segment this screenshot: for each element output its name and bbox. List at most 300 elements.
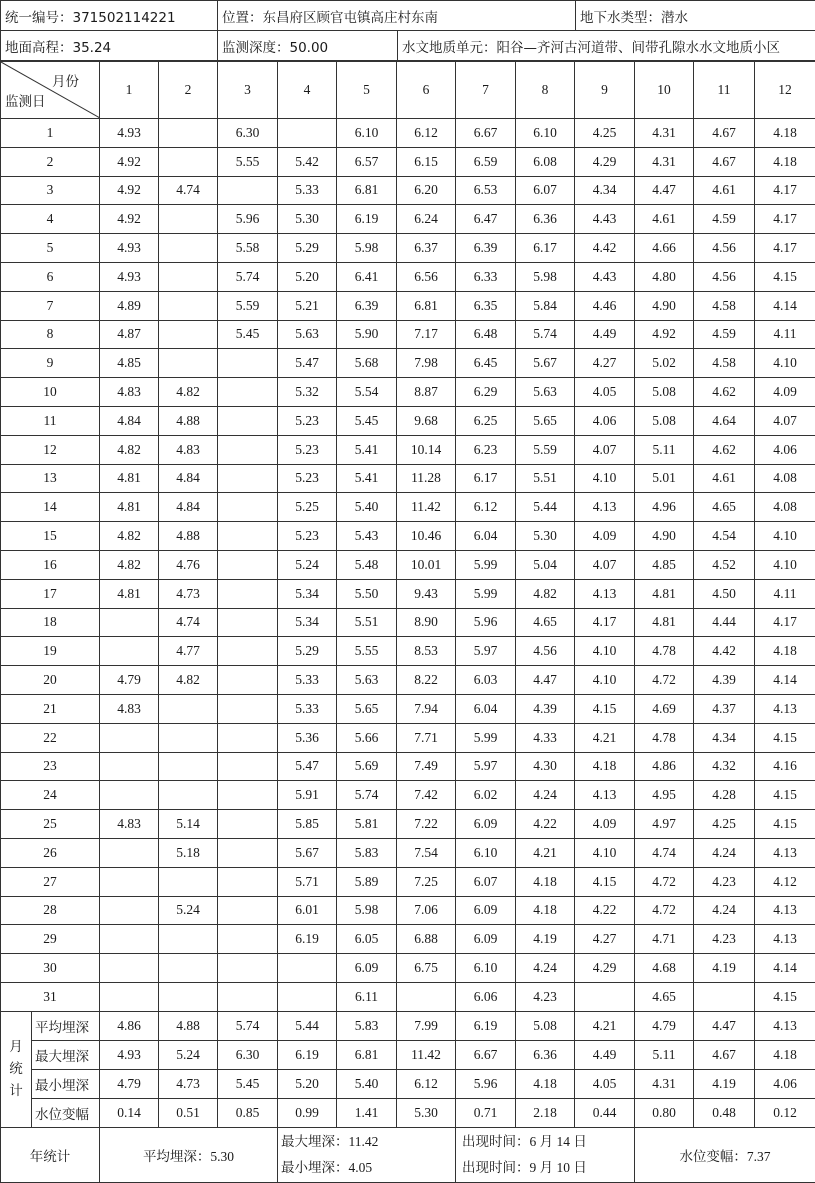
depth-value: 6.23	[456, 435, 516, 464]
depth-value: 5.68	[337, 349, 397, 378]
stat-value: 5.20	[278, 1069, 337, 1098]
depth-value: 6.10	[337, 119, 397, 148]
depth-value: 4.82	[159, 666, 218, 695]
depth-value	[278, 954, 337, 983]
depth-value: 4.21	[516, 838, 575, 867]
day-label: 31	[1, 982, 100, 1011]
depth-value: 10.14	[397, 435, 456, 464]
depth-value: 4.79	[100, 666, 159, 695]
depth-value: 6.11	[337, 982, 397, 1011]
depth-value: 4.25	[575, 119, 635, 148]
stat-value: 6.19	[278, 1040, 337, 1069]
depth-value: 5.74	[218, 262, 278, 291]
depth-value: 5.04	[516, 550, 575, 579]
depth-value: 5.54	[337, 378, 397, 407]
depth-value: 4.18	[516, 896, 575, 925]
depth-value: 6.39	[456, 234, 516, 263]
day-row	[1, 435, 815, 464]
depth-value: 4.92	[100, 147, 159, 176]
depth-value: 4.47	[635, 176, 694, 205]
day-label: 28	[1, 896, 100, 925]
day-label: 14	[1, 493, 100, 522]
depth-value: 8.22	[397, 666, 456, 695]
stat-value: 4.79	[100, 1069, 159, 1098]
depth-value: 5.23	[278, 464, 337, 493]
stat-value: 0.71	[456, 1098, 516, 1127]
day-row	[1, 262, 815, 291]
day-label: 11	[1, 406, 100, 435]
depth-value	[218, 896, 278, 925]
depth-value: 6.30	[218, 119, 278, 148]
depth-value: 4.56	[694, 262, 755, 291]
depth-value: 4.39	[516, 694, 575, 723]
depth-value	[278, 119, 337, 148]
depth-value: 6.03	[456, 666, 516, 695]
depth-value: 4.90	[635, 291, 694, 320]
day-label: 17	[1, 579, 100, 608]
depth-value: 4.83	[100, 694, 159, 723]
depth-value	[218, 810, 278, 839]
depth-value: 5.44	[516, 493, 575, 522]
day-row	[1, 493, 815, 522]
depth-value	[218, 378, 278, 407]
depth-value: 4.90	[635, 522, 694, 551]
depth-value: 5.24	[159, 896, 218, 925]
depth-value: 6.01	[278, 896, 337, 925]
day-row	[1, 579, 815, 608]
depth-value: 4.88	[159, 406, 218, 435]
monthly-stat-row	[1, 1040, 815, 1069]
stat-label: 平均埋深	[32, 1011, 100, 1040]
depth-value	[218, 723, 278, 752]
depth-value: 4.92	[635, 320, 694, 349]
day-label: 18	[1, 608, 100, 637]
stat-label: 最大埋深	[32, 1040, 100, 1069]
depth-value: 4.24	[694, 838, 755, 867]
depth-value: 4.24	[516, 781, 575, 810]
month-header: 3	[218, 62, 278, 119]
stat-value: 4.19	[694, 1069, 755, 1098]
depth-value: 6.45	[456, 349, 516, 378]
stat-value: 1.41	[337, 1098, 397, 1127]
day-label: 5	[1, 234, 100, 263]
depth-value: 5.29	[278, 637, 337, 666]
depth-value: 5.45	[218, 320, 278, 349]
depth-value: 6.19	[337, 205, 397, 234]
depth-value: 4.82	[159, 378, 218, 407]
depth-value: 5.43	[337, 522, 397, 551]
depth-value: 4.61	[694, 176, 755, 205]
depth-value	[159, 954, 218, 983]
depth-value: 5.24	[278, 550, 337, 579]
depth-value: 5.99	[456, 550, 516, 579]
depth-value: 4.29	[575, 147, 635, 176]
depth-value: 5.40	[337, 493, 397, 522]
depth-value: 4.13	[755, 896, 815, 925]
depth-value: 5.84	[516, 291, 575, 320]
monitoring-depth: 监测深度：50.00	[218, 31, 398, 61]
depth-value: 5.08	[635, 406, 694, 435]
depth-value: 4.30	[516, 752, 575, 781]
stat-value: 4.67	[694, 1040, 755, 1069]
depth-value	[159, 982, 218, 1011]
stat-value: 5.40	[337, 1069, 397, 1098]
depth-value: 8.90	[397, 608, 456, 637]
depth-value: 5.99	[456, 723, 516, 752]
depth-value: 6.08	[516, 147, 575, 176]
depth-value: 5.23	[278, 435, 337, 464]
depth-value: 4.42	[694, 637, 755, 666]
depth-value: 4.13	[755, 838, 815, 867]
depth-value: 4.07	[575, 550, 635, 579]
depth-value: 6.29	[456, 378, 516, 407]
depth-value: 5.55	[218, 147, 278, 176]
depth-value: 4.09	[575, 522, 635, 551]
depth-value: 7.94	[397, 694, 456, 723]
depth-value: 4.27	[575, 349, 635, 378]
depth-value: 5.55	[337, 637, 397, 666]
depth-value: 9.68	[397, 406, 456, 435]
depth-value: 6.33	[456, 262, 516, 291]
day-label: 1	[1, 119, 100, 148]
depth-value: 4.82	[100, 550, 159, 579]
depth-value: 6.15	[397, 147, 456, 176]
corner-day-label: 监测日	[5, 90, 46, 110]
depth-value: 4.33	[516, 723, 575, 752]
depth-value: 4.56	[694, 234, 755, 263]
depth-value: 5.02	[635, 349, 694, 378]
annual-min-depth: 最小埋深：4.05	[281, 1155, 455, 1181]
depth-value: 8.87	[397, 378, 456, 407]
monthly-stat-row	[1, 1098, 815, 1127]
depth-value: 5.34	[278, 608, 337, 637]
depth-value: 5.47	[278, 349, 337, 378]
stat-value: 4.31	[635, 1069, 694, 1098]
depth-value: 7.54	[397, 838, 456, 867]
depth-value	[278, 982, 337, 1011]
depth-value: 4.34	[694, 723, 755, 752]
depth-value: 4.80	[635, 262, 694, 291]
depth-value: 6.04	[456, 522, 516, 551]
depth-value	[218, 781, 278, 810]
depth-value: 4.13	[575, 579, 635, 608]
depth-value	[159, 349, 218, 378]
depth-value	[100, 781, 159, 810]
depth-value: 5.83	[337, 838, 397, 867]
day-row	[1, 838, 815, 867]
stat-value: 5.83	[337, 1011, 397, 1040]
depth-value: 5.63	[278, 320, 337, 349]
depth-value: 4.84	[100, 406, 159, 435]
day-row	[1, 378, 815, 407]
depth-value	[159, 147, 218, 176]
depth-value	[100, 954, 159, 983]
depth-value: 5.18	[159, 838, 218, 867]
month-header: 8	[516, 62, 575, 119]
depth-value: 4.32	[694, 752, 755, 781]
depth-value: 4.95	[635, 781, 694, 810]
depth-value: 4.37	[694, 694, 755, 723]
depth-value: 5.34	[278, 579, 337, 608]
depth-value: 4.29	[575, 954, 635, 983]
stat-value: 5.74	[218, 1011, 278, 1040]
depth-value: 6.09	[456, 810, 516, 839]
depth-value: 6.88	[397, 925, 456, 954]
depth-value	[218, 464, 278, 493]
depth-value: 4.13	[755, 925, 815, 954]
day-row	[1, 205, 815, 234]
depth-value: 4.61	[694, 464, 755, 493]
depth-value: 4.10	[575, 464, 635, 493]
depth-value: 4.59	[694, 205, 755, 234]
depth-value: 4.52	[694, 550, 755, 579]
stat-value: 5.44	[278, 1011, 337, 1040]
depth-value: 5.59	[218, 291, 278, 320]
depth-value: 4.18	[755, 637, 815, 666]
depth-value: 5.36	[278, 723, 337, 752]
day-label: 30	[1, 954, 100, 983]
stat-value: 4.49	[575, 1040, 635, 1069]
depth-value: 6.12	[397, 119, 456, 148]
depth-value: 4.08	[755, 464, 815, 493]
depth-value: 6.81	[337, 176, 397, 205]
depth-value: 6.56	[397, 262, 456, 291]
depth-value: 5.81	[337, 810, 397, 839]
depth-value	[218, 954, 278, 983]
depth-value	[159, 781, 218, 810]
depth-value: 6.41	[337, 262, 397, 291]
water-depth-table	[0, 61, 815, 1183]
depth-value: 4.46	[575, 291, 635, 320]
depth-value: 5.30	[516, 522, 575, 551]
depth-value: 6.09	[456, 925, 516, 954]
depth-value: 4.92	[100, 176, 159, 205]
depth-value: 4.10	[755, 349, 815, 378]
depth-value: 5.85	[278, 810, 337, 839]
depth-value: 6.24	[397, 205, 456, 234]
depth-value: 4.88	[159, 522, 218, 551]
depth-value: 4.10	[575, 838, 635, 867]
depth-value: 4.13	[575, 781, 635, 810]
depth-value: 5.29	[278, 234, 337, 263]
depth-value	[218, 608, 278, 637]
depth-value: 4.15	[755, 982, 815, 1011]
annual-max-depth: 最大埋深：11.42	[281, 1129, 455, 1155]
depth-value: 4.62	[694, 435, 755, 464]
depth-value: 4.07	[575, 435, 635, 464]
depth-value: 4.72	[635, 896, 694, 925]
stat-value: 0.51	[159, 1098, 218, 1127]
stat-value: 0.14	[100, 1098, 159, 1127]
day-label: 8	[1, 320, 100, 349]
depth-value: 8.53	[397, 637, 456, 666]
depth-value: 4.10	[575, 637, 635, 666]
depth-value: 11.42	[397, 493, 456, 522]
depth-value: 4.82	[100, 522, 159, 551]
depth-value	[218, 637, 278, 666]
depth-value: 4.87	[100, 320, 159, 349]
depth-value: 4.18	[755, 119, 815, 148]
depth-value: 5.74	[516, 320, 575, 349]
depth-value: 7.49	[397, 752, 456, 781]
depth-value: 4.54	[694, 522, 755, 551]
depth-value: 4.19	[694, 954, 755, 983]
depth-value: 4.27	[575, 925, 635, 954]
depth-value	[575, 982, 635, 1011]
depth-value	[159, 291, 218, 320]
depth-value: 5.14	[159, 810, 218, 839]
depth-value: 4.34	[575, 176, 635, 205]
monthly-stats-label	[1, 1011, 32, 1127]
day-row	[1, 176, 815, 205]
depth-value: 7.25	[397, 867, 456, 896]
depth-value: 6.48	[456, 320, 516, 349]
depth-value: 10.46	[397, 522, 456, 551]
depth-value: 4.66	[635, 234, 694, 263]
day-row	[1, 291, 815, 320]
depth-value: 4.81	[100, 464, 159, 493]
depth-value: 5.97	[456, 752, 516, 781]
depth-value: 4.74	[635, 838, 694, 867]
depth-value: 5.98	[516, 262, 575, 291]
month-header: 1	[100, 62, 159, 119]
day-label: 7	[1, 291, 100, 320]
day-row	[1, 522, 815, 551]
station-id: 统一编号：371502114221	[1, 1, 218, 31]
depth-value: 6.04	[456, 694, 516, 723]
stat-value: 7.99	[397, 1011, 456, 1040]
month-header: 11	[694, 62, 755, 119]
depth-value: 7.71	[397, 723, 456, 752]
depth-value: 4.17	[755, 205, 815, 234]
stat-value: 5.11	[635, 1040, 694, 1069]
depth-value: 7.06	[397, 896, 456, 925]
depth-value: 5.63	[337, 666, 397, 695]
depth-value: 5.51	[337, 608, 397, 637]
depth-value: 4.22	[516, 810, 575, 839]
depth-value: 6.09	[456, 896, 516, 925]
depth-value: 6.07	[516, 176, 575, 205]
day-label: 22	[1, 723, 100, 752]
depth-value: 4.76	[159, 550, 218, 579]
day-row	[1, 781, 815, 810]
day-row	[1, 723, 815, 752]
day-label: 23	[1, 752, 100, 781]
day-row	[1, 349, 815, 378]
station-info-header	[0, 0, 815, 61]
depth-value: 6.37	[397, 234, 456, 263]
depth-value: 7.42	[397, 781, 456, 810]
depth-value	[159, 262, 218, 291]
depth-value: 4.59	[694, 320, 755, 349]
depth-value: 4.50	[694, 579, 755, 608]
depth-value: 6.20	[397, 176, 456, 205]
day-row	[1, 464, 815, 493]
depth-value: 4.58	[694, 349, 755, 378]
stat-value: 11.42	[397, 1040, 456, 1069]
depth-value: 4.47	[516, 666, 575, 695]
depth-value	[100, 637, 159, 666]
depth-value: 4.68	[635, 954, 694, 983]
depth-value: 4.64	[694, 406, 755, 435]
stat-value: 4.06	[755, 1069, 815, 1098]
depth-value: 5.01	[635, 464, 694, 493]
depth-value: 7.17	[397, 320, 456, 349]
depth-value: 4.92	[100, 205, 159, 234]
depth-value: 5.90	[337, 320, 397, 349]
depth-value: 4.84	[159, 464, 218, 493]
depth-value: 4.43	[575, 205, 635, 234]
depth-value	[159, 867, 218, 896]
day-label: 21	[1, 694, 100, 723]
depth-value: 4.18	[575, 752, 635, 781]
depth-value: 4.82	[516, 579, 575, 608]
depth-value: 4.62	[694, 378, 755, 407]
depth-value: 4.73	[159, 579, 218, 608]
depth-value: 5.96	[456, 608, 516, 637]
stat-value: 4.79	[635, 1011, 694, 1040]
depth-value	[100, 723, 159, 752]
day-row	[1, 982, 815, 1011]
stat-value: 2.18	[516, 1098, 575, 1127]
depth-value: 9.43	[397, 579, 456, 608]
depth-value: 5.99	[456, 579, 516, 608]
stat-value: 6.12	[397, 1069, 456, 1098]
stat-value: 5.24	[159, 1040, 218, 1069]
annual-range: 水位变幅：7.37	[635, 1127, 815, 1182]
depth-value: 4.15	[755, 781, 815, 810]
month-header-row	[1, 62, 815, 119]
depth-value: 4.67	[694, 119, 755, 148]
depth-value: 4.17	[755, 608, 815, 637]
depth-value: 6.47	[456, 205, 516, 234]
depth-value	[218, 838, 278, 867]
depth-value: 5.74	[337, 781, 397, 810]
depth-value: 4.10	[755, 522, 815, 551]
depth-value: 5.97	[456, 637, 516, 666]
depth-value: 5.89	[337, 867, 397, 896]
depth-value: 5.91	[278, 781, 337, 810]
day-label: 16	[1, 550, 100, 579]
day-label: 10	[1, 378, 100, 407]
depth-value: 6.17	[516, 234, 575, 263]
month-header: 7	[456, 62, 516, 119]
depth-value: 4.15	[575, 867, 635, 896]
depth-value: 5.50	[337, 579, 397, 608]
annual-avg-depth: 平均埋深：5.30	[100, 1127, 278, 1182]
depth-value: 6.02	[456, 781, 516, 810]
depth-value: 4.23	[694, 867, 755, 896]
depth-value	[100, 752, 159, 781]
depth-value: 5.67	[516, 349, 575, 378]
depth-value: 4.24	[694, 896, 755, 925]
depth-value: 4.81	[100, 493, 159, 522]
day-row	[1, 752, 815, 781]
depth-value: 4.72	[635, 867, 694, 896]
depth-value: 4.09	[575, 810, 635, 839]
depth-value	[218, 666, 278, 695]
day-label: 13	[1, 464, 100, 493]
day-label: 4	[1, 205, 100, 234]
month-header: 2	[159, 62, 218, 119]
depth-value: 5.25	[278, 493, 337, 522]
depth-value: 5.47	[278, 752, 337, 781]
stat-value: 4.47	[694, 1011, 755, 1040]
depth-value	[159, 205, 218, 234]
stat-value: 4.88	[159, 1011, 218, 1040]
depth-value: 6.81	[397, 291, 456, 320]
depth-value	[218, 435, 278, 464]
